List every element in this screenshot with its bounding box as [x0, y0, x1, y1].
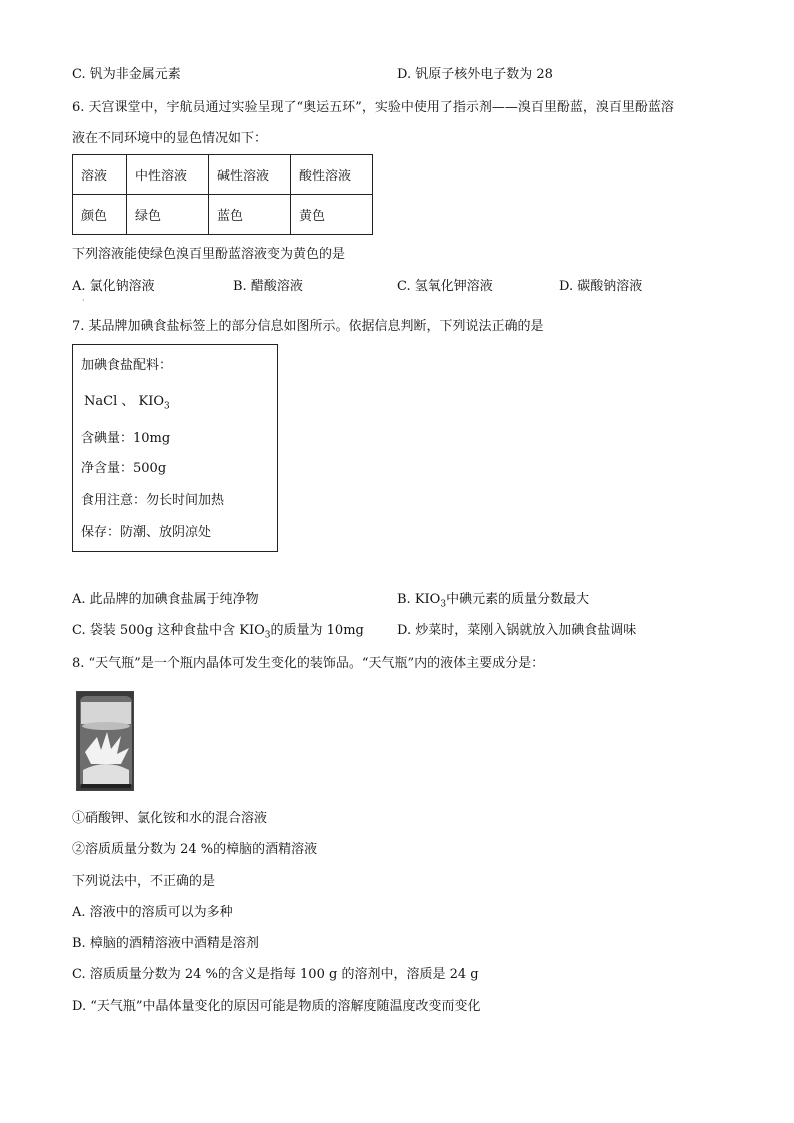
formula-kio3 — [138, 394, 170, 412]
q8-option-a: A. 溶液中的溶质可以为多种 — [72, 905, 233, 920]
q6-option-d: D. 碳酸钠溶液 — [559, 279, 643, 294]
indicator-color-table — [72, 154, 373, 235]
formula-separator: 、 — [121, 394, 135, 409]
label-iodine-content: 含碘量：10mg — [81, 431, 171, 446]
formula-nacl: NaCl — [84, 394, 118, 409]
salt-label-box — [72, 344, 278, 552]
q8-option-c: C. 溶质质量分数为 24 %的含义是指每 100 g 的溶剂中，溶质是 24 g — [72, 967, 479, 982]
label-title: 加碘食盐配料： — [81, 358, 173, 373]
table-row — [73, 155, 373, 195]
label-usage-note: 食用注意：勿长时间加热 — [81, 493, 225, 508]
q7-option-c-sub: 3 — [264, 630, 271, 641]
q8-stem: 8. “天气瓶”是一个瓶内晶体可发生变化的装饰品。“天气瓶”内的液体主要成分是： — [72, 656, 545, 671]
q8-question: 下列说法中，不正确的是 — [72, 874, 216, 889]
table-cell: 颜色 — [73, 195, 127, 235]
label-storage: 保存：防潮、放阴凉处 — [81, 525, 212, 540]
q6-option-c: C. 氢氧化钾溶液 — [397, 279, 493, 294]
q8-item-2: ②溶质质量分数为 24 %的樟脑的酒精溶液 — [72, 842, 318, 857]
weather-bottle-image — [77, 692, 134, 791]
label-formulas — [84, 393, 170, 416]
table-cell: 中性溶液 — [127, 155, 209, 195]
q7-option-b-post: 中碘元素的质量分数最大 — [446, 592, 590, 607]
formula-kio3-main: KIO — [138, 394, 165, 409]
q7-option-d: D. 炒菜时，菜刚入锅就放入加碘食盐调味 — [397, 623, 637, 638]
q7-option-a: A. 此品牌的加碘食盐属于纯净物 — [72, 592, 259, 607]
q7-stem: 7. 某品牌加碘食盐标签上的部分信息如图所示。依据信息判断，下列说法正确的是 — [72, 319, 544, 334]
table-cell: 酸性溶液 — [291, 155, 373, 195]
label-net-content: 净含量：500g — [81, 461, 167, 476]
q7-option-b-pre: B. KIO — [397, 592, 441, 607]
q8-item-1: ①硝酸钾、氯化铵和水的混合溶液 — [72, 811, 268, 826]
table-cell: 溶液 — [73, 155, 127, 195]
table-row — [73, 195, 373, 235]
table-cell: 黄色 — [291, 195, 373, 235]
q8-option-b: B. 樟脑的酒精溶液中酒精是溶剂 — [72, 936, 259, 951]
formula-kio3-sub: 3 — [164, 401, 170, 412]
q7-option-c-pre: C. 袋装 500g 这种食盐中含 KIO — [72, 623, 265, 638]
table-cell: 碱性溶液 — [209, 155, 291, 195]
q7-option-b — [397, 591, 589, 614]
q7-option-c — [72, 622, 364, 645]
weather-bottle-photo — [76, 691, 134, 791]
q7-option-b-sub: 3 — [440, 599, 447, 610]
table-cell: 蓝色 — [209, 195, 291, 235]
stray-dot: · — [82, 296, 85, 305]
table-cell: 绿色 — [127, 195, 209, 235]
q6-option-b: B. 醋酸溶液 — [233, 279, 303, 294]
q6-stem-line2: 液在不同环境中的显色情况如下： — [72, 131, 268, 146]
q5-option-d: D. 钒原子核外电子数为 28 — [397, 67, 553, 82]
q6-stem-line1: 6. 天宫课堂中，宇航员通过实验呈现了“奥运五环”，实验中使用了指示剂——溴百里酚蓝，溴百里酚蓝溶 — [72, 100, 674, 115]
q8-option-d: D. “天气瓶”中晶体量变化的原因可能是物质的溶解度随温度改变而变化 — [72, 999, 481, 1014]
q5-option-c: C. 钒为非金属元素 — [72, 67, 181, 82]
q7-option-c-post: 的质量为 10mg — [270, 623, 364, 638]
q6-question: 下列溶液能使绿色溴百里酚蓝溶液变为黄色的是 — [72, 247, 346, 262]
q6-option-a: A. 氯化钠溶液 — [72, 279, 155, 294]
